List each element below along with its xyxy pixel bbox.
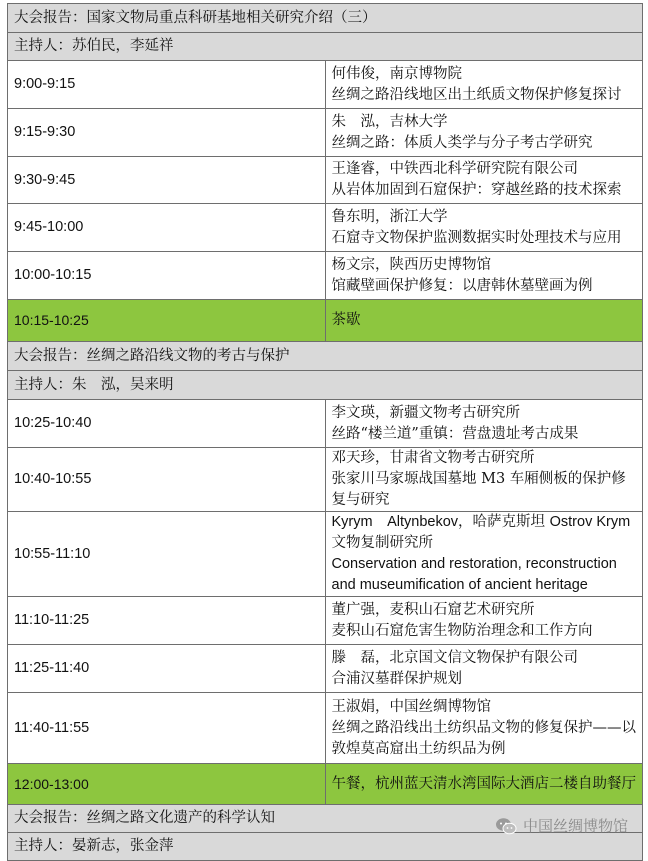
session-title: 大会报告：丝绸之路文化遗产的科学认知 bbox=[8, 805, 643, 833]
time-slot: 9:30-9:45 bbox=[8, 157, 326, 204]
session-title-row bbox=[8, 342, 643, 371]
talk-cell bbox=[325, 400, 643, 448]
session-title: 大会报告：国家文物局重点科研基地相关研究介绍（三） bbox=[8, 4, 643, 33]
session-host-row bbox=[8, 371, 643, 400]
session-host-row bbox=[8, 833, 643, 861]
table-row bbox=[8, 448, 643, 512]
talk-cell bbox=[325, 204, 643, 252]
talk-topic: 馆藏壁画保护修复：以唐韩休墓壁画为例 bbox=[331, 277, 593, 294]
speaker: 杨文宗，陕西历史博物馆 bbox=[331, 256, 491, 273]
talk-topic: 张家川马家塬战国墓地 M3 车厢侧板的保护修复与研究 bbox=[331, 471, 626, 508]
talk-cell bbox=[325, 448, 643, 512]
time-slot: 10:55-11:10 bbox=[8, 512, 326, 597]
speaker: 邓天珍，甘肃省文物考古研究所 bbox=[331, 450, 535, 466]
speaker-org-tail: 文物复制研究所 bbox=[331, 535, 433, 551]
talk-topic: 丝绸之路沿线出土纺织品文物的修复保护——以敦煌莫高窟出土纺织品为例 bbox=[331, 719, 636, 757]
tea-break-label: 茶歇 bbox=[325, 300, 643, 342]
time-slot: 10:00-10:15 bbox=[8, 252, 326, 300]
speaker bbox=[332, 512, 637, 554]
speaker: 董广强，麦积山石窟艺术研究所 bbox=[331, 601, 535, 618]
time-slot: 9:15-9:30 bbox=[8, 109, 326, 157]
time-slot: 9:00-9:15 bbox=[8, 61, 326, 109]
time-slot: 12:00-13:00 bbox=[8, 764, 326, 805]
talk-topic: 麦积山石窟危害生物防治理念和工作方向 bbox=[331, 622, 593, 639]
schedule-table bbox=[7, 3, 643, 861]
watermark bbox=[495, 815, 628, 836]
time-slot: 11:40-11:55 bbox=[8, 693, 326, 764]
time-slot: 9:45-10:00 bbox=[8, 204, 326, 252]
talk-cell bbox=[325, 512, 643, 597]
tea-break-row bbox=[8, 300, 643, 342]
watermark-text: 中国丝绸博物馆 bbox=[522, 817, 628, 835]
speaker-country: 哈萨克斯坦 bbox=[472, 514, 550, 530]
talk-cell bbox=[325, 645, 643, 693]
table-row bbox=[8, 204, 643, 252]
session-title: 大会报告：丝绸之路沿线文物的考古与保护 bbox=[8, 342, 643, 371]
lunch-label: 午餐，杭州蓝天清水湾国际大酒店二楼自助餐厅 bbox=[325, 764, 643, 805]
session-host: 主持人：晏新志，张金萍 bbox=[8, 833, 643, 861]
table-row bbox=[8, 61, 643, 109]
table-row bbox=[8, 157, 643, 204]
table-row bbox=[8, 512, 643, 597]
table-row bbox=[8, 109, 643, 157]
talk-cell bbox=[325, 61, 643, 109]
time-slot: 10:25-10:40 bbox=[8, 400, 326, 448]
session-host-row bbox=[8, 33, 643, 61]
talk-cell bbox=[325, 157, 643, 204]
talk-cell bbox=[325, 109, 643, 157]
session-host: 主持人：苏伯民，李延祥 bbox=[8, 33, 643, 61]
table-row bbox=[8, 400, 643, 448]
talk-topic: 合浦汉墓群保护规划 bbox=[331, 670, 462, 687]
talk-topic: Conservation and restoration, reconstruction and museumification of ancient heritage bbox=[331, 556, 617, 593]
talk-topic: 石窟寺文物保护监测数据实时处理技术与应用 bbox=[331, 229, 622, 246]
table-row bbox=[8, 645, 643, 693]
speaker-name: Kyrym Altynbekov， bbox=[331, 514, 473, 530]
lunch-row bbox=[8, 764, 643, 805]
speaker: 朱 泓，吉林大学 bbox=[331, 113, 448, 130]
talk-cell bbox=[325, 252, 643, 300]
speaker: 鲁东明，浙江大学 bbox=[331, 208, 448, 225]
talk-cell bbox=[325, 597, 643, 645]
table-row bbox=[8, 693, 643, 764]
time-slot: 10:15-10:25 bbox=[8, 300, 326, 342]
session-host: 主持人：朱 泓，吴来明 bbox=[8, 371, 643, 400]
talk-cell bbox=[325, 693, 643, 764]
wechat-icon bbox=[495, 817, 517, 835]
speaker: 李文瑛，新疆文物考古研究所 bbox=[331, 404, 520, 421]
table-row bbox=[8, 597, 643, 645]
time-slot: 11:10-11:25 bbox=[8, 597, 326, 645]
talk-topic: 丝绸之路沿线地区出土纸质文物保护修复探讨 bbox=[331, 86, 622, 103]
speaker: 王淑娟，中国丝绸博物馆 bbox=[331, 698, 491, 715]
speaker: 何伟俊，南京博物院 bbox=[331, 65, 462, 82]
table-row bbox=[8, 252, 643, 300]
talk-topic: 丝绸之路：体质人类学与分子考古学研究 bbox=[331, 134, 593, 151]
speaker-org-name: Ostrov Krym bbox=[549, 514, 631, 530]
time-slot: 10:40-10:55 bbox=[8, 448, 326, 512]
speaker: 滕 磊，北京国文信文物保护有限公司 bbox=[331, 649, 578, 666]
talk-topic: 从岩体加固到石窟保护：穿越丝路的技术探索 bbox=[331, 182, 622, 198]
speaker: 王逢睿，中铁西北科学研究院有限公司 bbox=[331, 161, 578, 177]
time-slot: 11:25-11:40 bbox=[8, 645, 326, 693]
talk-topic: 丝路“楼兰道”重镇：营盘遗址考古成果 bbox=[331, 425, 579, 442]
session-title-row bbox=[8, 4, 643, 33]
